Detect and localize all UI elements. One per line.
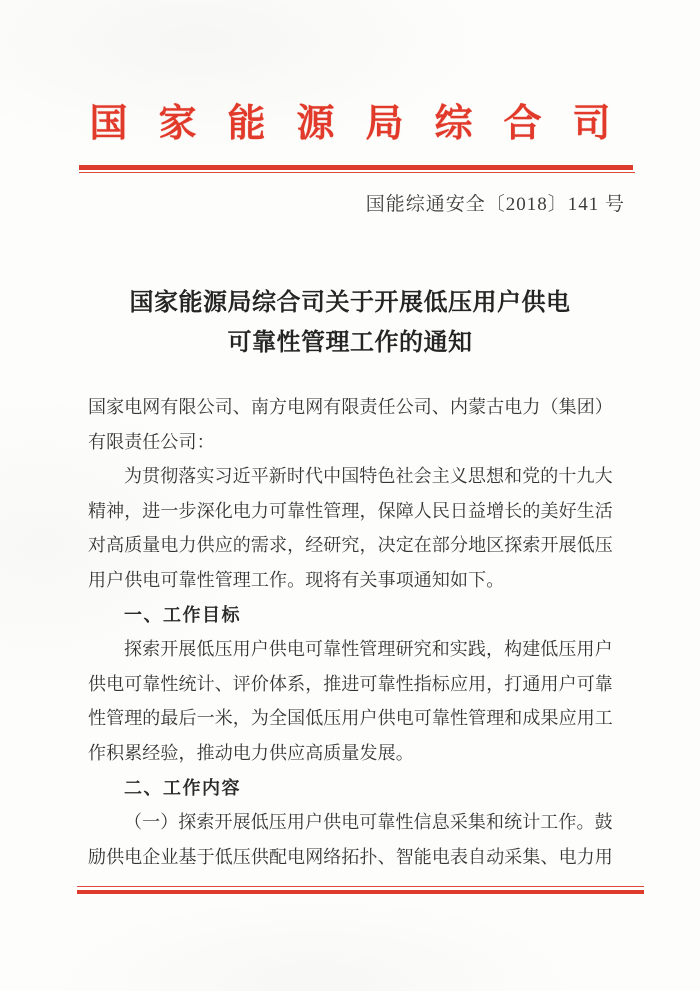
document-title-line-2: 可靠性管理工作的通知: [227, 329, 473, 356]
footer-rule-thick: [77, 890, 644, 895]
body-line: 励供电企业基于低压供配电网络拓扑、智能电表自动采集、电力用: [88, 846, 613, 867]
document-number: 国能综通安全〔2018〕141 号: [365, 194, 625, 215]
body-line: 用户供电可靠性管理工作。现将有关事项通知如下。: [88, 569, 505, 590]
body-line: 探索开展低压用户供电可靠性管理研究和实践，构建低压用户: [124, 639, 613, 660]
body-line: 性管理的最后一米，为全国低压用户供电可靠性管理和成果应用工: [88, 708, 613, 729]
section-heading: 二、工作内容: [124, 777, 241, 798]
body-line: 精神，进一步深化电力可靠性管理，保障人民日益增长的美好生活: [88, 500, 613, 521]
body-line: 作积累经验，推动电力供应高质量发展。: [88, 742, 414, 763]
document-body: [88, 390, 615, 874]
body-line: 对高质量电力供应的需求，经研究，决定在部分地区探索开展低压: [88, 535, 613, 556]
document-title: [0, 284, 700, 363]
footer-rule-thin: [77, 886, 644, 888]
body-line: 为贯彻落实习近平新时代中国特色社会主义思想和党的十九大: [124, 466, 613, 487]
body-line: （一）探索开展低压用户供电可靠性信息采集和统计工作。鼓: [124, 812, 613, 833]
body-line: 供电可靠性统计、评价体系，推进可靠性指标应用，打通用户可靠: [88, 673, 613, 694]
letterhead-title: 国家能源局综合司: [89, 103, 642, 145]
letterhead-rule-thick: [79, 165, 633, 170]
body-line: 国家电网有限公司、南方电网有限责任公司、内蒙古电力（集团）: [88, 397, 613, 417]
section-heading: 一、工作目标: [124, 604, 241, 625]
document-title-line-1: 国家能源局综合司关于开展低压用户供电: [129, 290, 571, 316]
body-line: 有限责任公司：: [88, 431, 215, 452]
letterhead-rule-thin: [79, 172, 635, 174]
